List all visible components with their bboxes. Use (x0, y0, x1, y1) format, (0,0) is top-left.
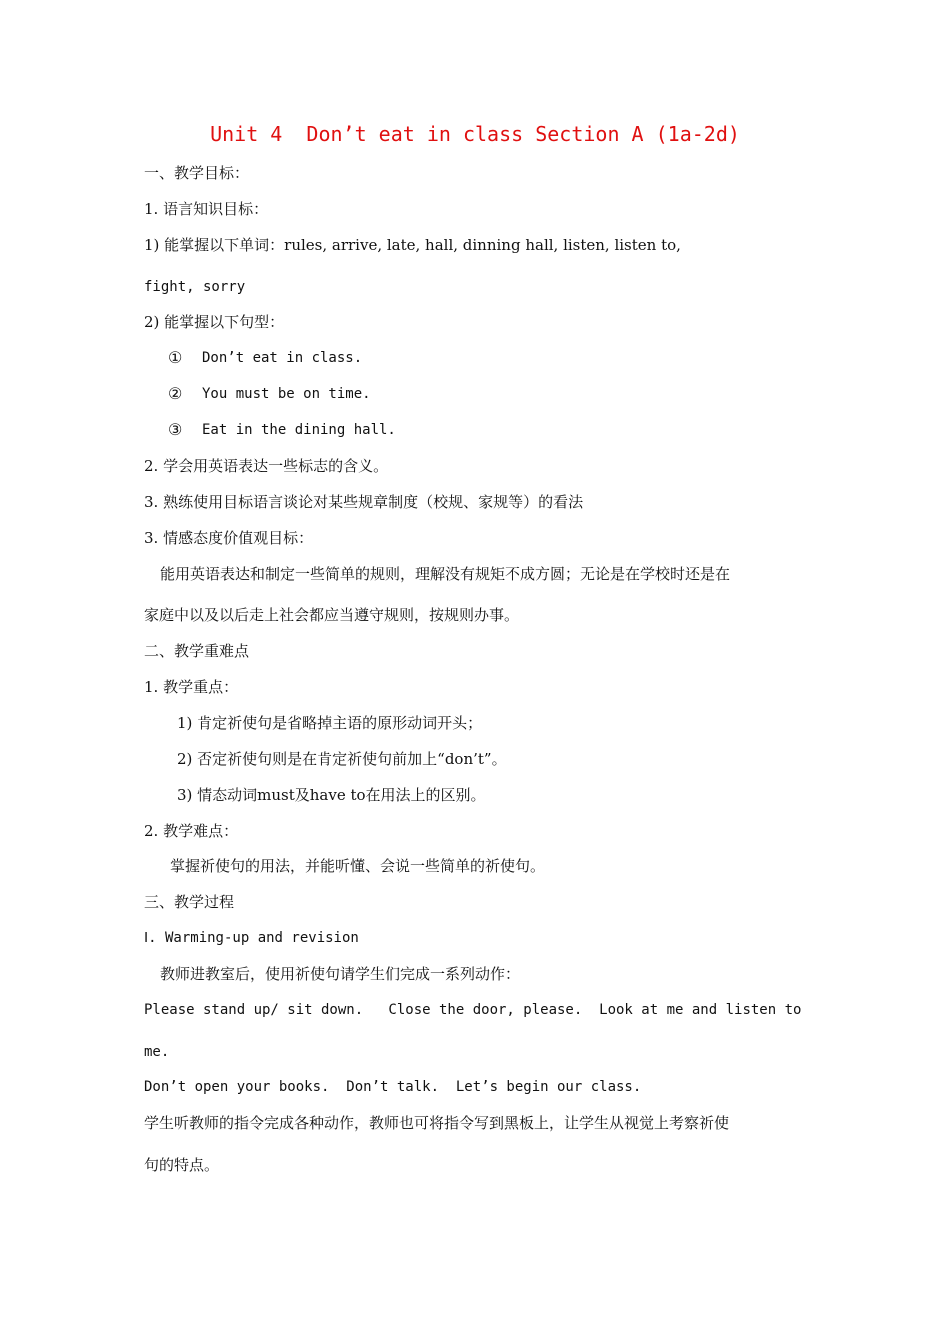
key-point-item: 1) 肯定祈使句是省略掉主语的原形动词开头； (177, 714, 483, 732)
objective-signs: 2. 学会用英语表达一些标志的含义。 (144, 457, 389, 475)
key-point-item: 2) 否定祈使句则是在肯定祈使句前加上“don’t”。 (177, 750, 507, 768)
vocab-line: 1) 能掌握以下单词：rules, arrive, late, hall, dinning hall, listen, listen to, (144, 236, 681, 254)
sentence-pattern-heading: 2) 能掌握以下句型： (144, 313, 285, 331)
paragraph-line: 学生听教师的指令完成各种动作，教师也可将指令写到黑板上，让学生从视觉上考察祈使 (144, 1114, 730, 1132)
paragraph-line: 能用英语表达和制定一些简单的规则，理解没有规矩不成方圆；无论是在学校时还是在 (160, 565, 731, 583)
example-marker: ① (168, 348, 183, 367)
difficulty-text: 掌握祈使句的用法，并能听懂、会说一些简单的祈使句。 (170, 857, 546, 875)
subheading-difficulties: 2. 教学难点： (144, 822, 239, 840)
heading-teaching-process: 三、教学过程 (144, 893, 235, 911)
example-commands: Don’t open your books. Don’t talk. Let’s begin our class. (144, 1079, 642, 1095)
example-sentence: You must be on time. (202, 386, 371, 402)
subheading-emotional-goals: 3. 情感态度价值观目标： (144, 529, 314, 547)
document-title: Unit 4 Don’t eat in class Section A (1a-2d) (210, 122, 740, 146)
subheading-language-knowledge: 1. 语言知识目标： (144, 200, 269, 218)
key-point-item: 3) 情态动词must及have to在用法上的区别。 (177, 786, 486, 804)
objective-rules: 3. 熟练使用目标语言谈论对某些规章制度（校规、家规等）的看法 (144, 493, 584, 511)
example-commands: Please stand up/ sit down. Close the door, please. Look at me and listen to (144, 1002, 802, 1018)
example-sentence: Eat in the dining hall. (202, 422, 396, 438)
subheading-key-points: 1. 教学重点： (144, 678, 239, 696)
example-marker: ② (168, 384, 183, 403)
example-marker: ③ (168, 420, 183, 439)
paragraph-line: 句的特点。 (144, 1156, 220, 1174)
paragraph-line: 教师进教室后，使用祈使句请学生们完成一系列动作： (160, 965, 521, 983)
heading-teaching-objectives: 一、教学目标： (144, 164, 250, 182)
section-warming-up: Ⅰ. Warming-up and revision (144, 930, 359, 946)
heading-key-points: 二、教学重难点 (144, 642, 250, 660)
paragraph-line: 家庭中以及以后走上社会都应当遵守规则，按规则办事。 (144, 606, 520, 624)
example-commands-continued: me. (144, 1044, 170, 1060)
vocab-line-continued: fight, sorry (144, 279, 246, 295)
example-sentence: Don’t eat in class. (202, 350, 363, 366)
